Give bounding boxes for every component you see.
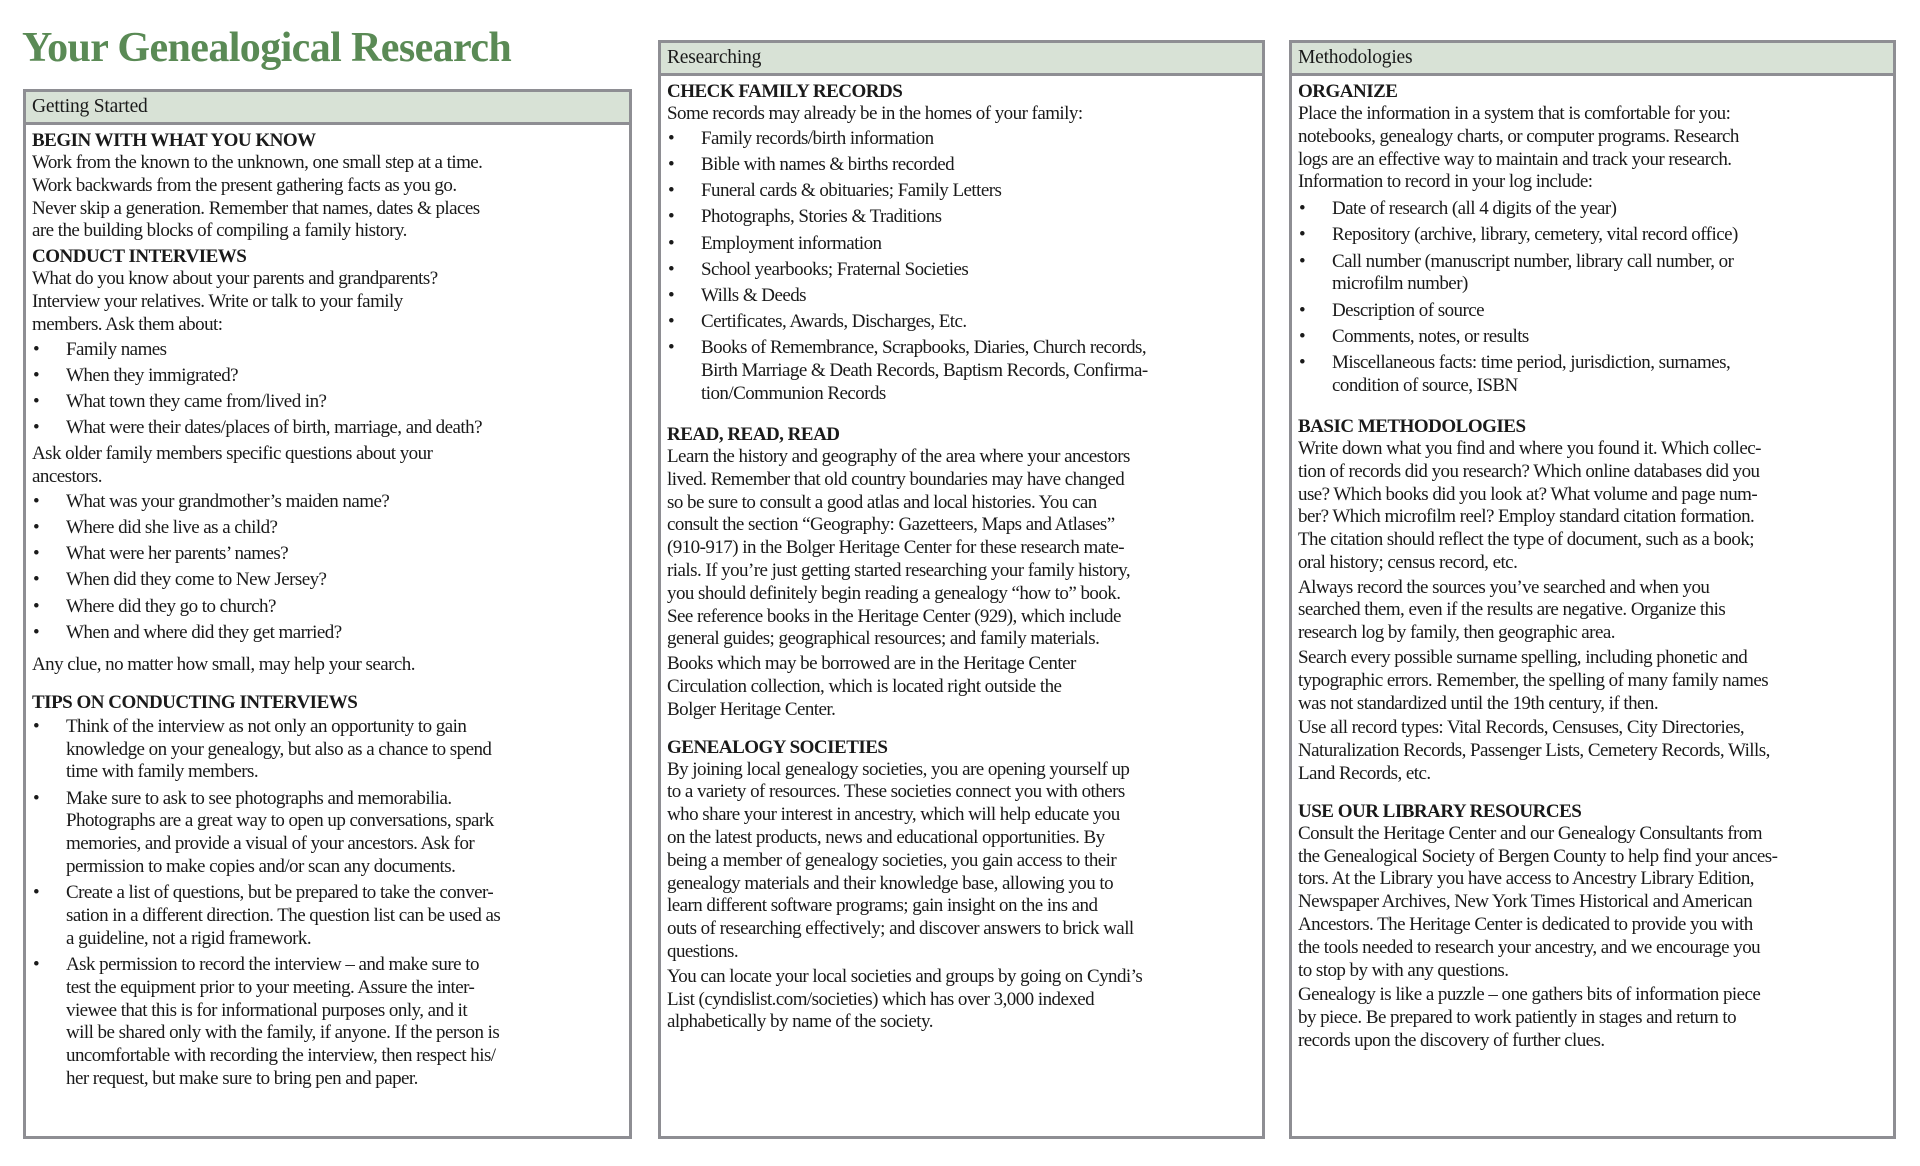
- text-line: Never skip a generation. Remember that names, dates & places: [32, 197, 480, 219]
- text-line: was not standardized until the 19th century, if then.: [1298, 692, 1659, 714]
- text-line: by piece. Be prepared to work patiently in stages and return to: [1298, 1007, 1737, 1029]
- text-line: Ask permission to record the interview – and make sure to: [66, 953, 479, 975]
- list-item: [1298, 251, 1887, 297]
- text-line: general guides; geographical resources; and family materials.: [667, 628, 1100, 650]
- text-line: questions.: [667, 941, 739, 963]
- text-line: being a member of genealogy societies, you gain access to their: [667, 849, 1117, 871]
- text-line: Place the information in a system that is comfortable for you:: [1298, 103, 1731, 124]
- section-heading: ORGANIZE: [1298, 81, 1398, 102]
- list-item: [1298, 352, 1887, 398]
- text-line: The citation should reflect the type of document, such as a book;: [1298, 529, 1754, 551]
- text-line: Bolger Heritage Center.: [667, 698, 836, 720]
- list-item: [32, 391, 623, 414]
- text-line: What were their dates/places of birth, marriage, and death?: [66, 417, 482, 439]
- paragraph: [1298, 577, 1887, 645]
- text-line: Newspaper Archives, New York Times Historical and American: [1298, 891, 1753, 913]
- list-item: [32, 622, 623, 645]
- list-item: [32, 788, 623, 879]
- bullet-list: [1298, 198, 1887, 397]
- text-line: Make sure to ask to see photographs and memorabilia.: [66, 787, 452, 809]
- text-line: Create a list of questions, but be prepared to take the conver-: [66, 882, 494, 904]
- list-item: [32, 365, 623, 388]
- bullet-icon: •: [33, 543, 40, 565]
- text-line: will be shared only with the family, if anyone. If the person is: [66, 1022, 500, 1044]
- text-line: When and where did they get married?: [66, 621, 342, 643]
- text-line: Search every possible surname spelling, including phonetic and: [1298, 647, 1748, 669]
- section-heading: USE OUR LIBRARY RESOURCES: [1298, 800, 1582, 822]
- list-item: [667, 128, 1256, 151]
- text-line: notebooks, genealogy charts, or computer programs. Research: [1298, 125, 1739, 147]
- text-line: typographic errors. Remember, the spelling of many family names: [1298, 669, 1769, 691]
- section-heading: TIPS ON CONDUCTING INTERVIEWS: [32, 691, 358, 713]
- text-line: Photographs, Stories & Traditions: [701, 206, 942, 228]
- text-line: outs of researching effectively; and discover answers to brick wall: [667, 918, 1134, 940]
- text-line: When they immigrated?: [66, 364, 239, 386]
- text-line: Work backwards from the present gathering facts as you go.: [32, 174, 457, 196]
- text-line: Consult the Heritage Center and our Genealogy Consultants from: [1298, 822, 1763, 844]
- bullet-list: [667, 128, 1256, 406]
- bullet-icon: •: [33, 882, 40, 904]
- text-line: the tools needed to research your ancestry, and we encourage you: [1298, 936, 1761, 958]
- text-line: searched them, even if the results are negative. Organize this: [1298, 599, 1726, 621]
- text-line: oral history; census record, etc.: [1298, 551, 1518, 573]
- text-line: condition of source, ISBN: [1332, 374, 1518, 396]
- list-item: [667, 285, 1256, 308]
- list-item: [32, 569, 623, 592]
- panel-getting-started: [23, 89, 632, 1139]
- bullet-icon: •: [33, 390, 40, 412]
- list-item: [1298, 224, 1887, 247]
- text-line: Books of Remembrance, Scrapbooks, Diaries, Church records,: [701, 337, 1147, 359]
- text-line: sation in a different direction. The question list can be used as: [66, 905, 501, 926]
- panel-body: [26, 125, 629, 1091]
- paragraph-group: [1298, 438, 1887, 786]
- text-line: Information to record in your log include:: [1298, 171, 1593, 193]
- text-line: Bible with names & births recorded: [701, 153, 955, 175]
- paragraph: [1298, 438, 1887, 575]
- text-line: Call number (manuscript number, library call number, or: [1332, 250, 1734, 272]
- text-line: learn different software programs; gain insight on the ins and: [667, 895, 1098, 917]
- bullet-icon: •: [668, 337, 675, 359]
- text-line: Miscellaneous facts: time period, jurisdiction, surnames,: [1332, 351, 1731, 373]
- bullet-icon: •: [668, 311, 675, 333]
- list-item: [667, 311, 1256, 334]
- list-item: [32, 491, 623, 514]
- bullet-icon: •: [33, 595, 40, 617]
- list-item: [1298, 326, 1887, 349]
- list-item: [32, 882, 623, 950]
- text-line: What town they came from/lived in?: [66, 390, 327, 412]
- text-line: consult the section “Geography: Gazetteers, Maps and Atlases”: [667, 514, 1115, 536]
- panel-body: [661, 76, 1262, 1034]
- text-line: test the equipment prior to your meeting. Assure the inter-: [66, 976, 475, 998]
- bullet-icon: •: [33, 621, 40, 643]
- text-line: permission to make copies and/or scan any documents.: [66, 856, 456, 878]
- bullet-icon: •: [1299, 224, 1306, 246]
- text-line: who share your interest in ancestry, which will help educate you: [667, 804, 1120, 826]
- list-item: [667, 233, 1256, 256]
- text-line: viewee that this is for informational purposes only, and it: [66, 999, 468, 1021]
- bullet-icon: •: [33, 490, 40, 512]
- bullet-icon: •: [33, 715, 40, 737]
- section-heading: READ, READ, READ: [667, 424, 840, 446]
- text-line: rials. If you’re just getting started researching your family history,: [667, 560, 1131, 582]
- bullet-icon: •: [33, 338, 40, 360]
- text-line: Books which may be borrowed are in the Heritage Center: [667, 653, 1076, 675]
- section-heading: BASIC METHODOLOGIES: [1298, 415, 1526, 437]
- closing-note: Any clue, no matter how small, may help your search.: [32, 654, 415, 676]
- text-line: use? Which books did you look at? What volume and page num-: [1298, 483, 1758, 505]
- text-line: Family names: [66, 338, 167, 360]
- panel-header: Getting Started: [26, 92, 629, 125]
- text-line: genealogy materials and their knowledge base, allowing you to: [667, 872, 1114, 894]
- text-line: Date of research (all 4 digits of the year): [1332, 198, 1617, 220]
- text-line: the Genealogical Society of Bergen County to help find your ances-: [1298, 845, 1778, 867]
- list-item: [32, 954, 623, 1091]
- text-line: Comments, notes, or results: [1332, 325, 1529, 347]
- bullet-icon: •: [33, 417, 40, 439]
- text-line: Birth Marriage & Death Records, Baptism Records, Confirma-: [701, 360, 1148, 382]
- bullet-icon: •: [1299, 250, 1306, 272]
- text-line: time with family members.: [66, 761, 259, 783]
- text-line: uncomfortable with recording the interview, then respect his/: [66, 1045, 496, 1067]
- text-line: Interview your relatives. Write or talk to your family: [32, 290, 403, 312]
- text-line: School yearbooks; Fraternal Societies: [701, 258, 969, 280]
- text-line: Ancestors. The Heritage Center is dedicated to provide you with: [1298, 914, 1753, 936]
- list-item: [667, 206, 1256, 229]
- text-line: members. Ask them about:: [32, 313, 223, 335]
- text-line: Description of source: [1332, 299, 1485, 321]
- text-line: Circulation collection, which is located right outside the: [667, 676, 1062, 698]
- text-line: to a variety of resources. These societies connect you with others: [667, 781, 1125, 803]
- bullet-icon: •: [668, 284, 675, 306]
- bullet-list: [32, 491, 623, 645]
- bullet-icon: •: [1299, 198, 1306, 220]
- text-line: Use all record types: Vital Records, Censuses, City Directories,: [1298, 717, 1745, 739]
- text-line: List (cyndislist.com/societies) which has over 3,000 indexed: [667, 988, 1095, 1010]
- bullet-icon: •: [33, 364, 40, 386]
- bullet-icon: •: [668, 258, 675, 280]
- text-line: records upon the discovery of further clues.: [1298, 1030, 1605, 1052]
- text-line: Work from the known to the unknown, one small step at a time.: [32, 152, 483, 173]
- page-title: Your Genealogical Research: [22, 25, 512, 71]
- bullet-icon: •: [1299, 325, 1306, 347]
- list-item: [667, 154, 1256, 177]
- text-line: on the latest products, news and educational opportunities. By: [667, 827, 1105, 849]
- section-heading: BEGIN WITH WHAT YOU KNOW: [32, 130, 316, 151]
- text-line: What was your grandmother’s maiden name?: [66, 490, 390, 512]
- text-line: microfilm number): [1332, 273, 1468, 295]
- text-line: logs are an effective way to maintain and track your research.: [1298, 148, 1732, 170]
- paragraph: [1298, 647, 1887, 715]
- text-line: you should definitely begin reading a genealogy “how to” book.: [667, 582, 1121, 604]
- panel-body: [1292, 76, 1893, 1053]
- section-heading: CHECK FAMILY RECORDS: [667, 81, 903, 102]
- list-item: [667, 337, 1256, 405]
- paragraph: [32, 268, 623, 336]
- text-line: Where did they go to church?: [66, 595, 276, 617]
- text-line: tors. At the Library you have access to Ancestry Library Edition,: [1298, 868, 1755, 890]
- text-line: so be sure to consult a good atlas and local histories. You can: [667, 491, 1097, 513]
- list-item: [32, 517, 623, 540]
- text-line: Ask older family members specific questions about your: [32, 443, 433, 465]
- bullet-icon: •: [668, 232, 675, 254]
- text-line: What do you know about your parents and grandparents?: [32, 268, 438, 290]
- paragraph: [32, 443, 623, 489]
- bullet-icon: •: [668, 206, 675, 228]
- list-item: [32, 417, 623, 440]
- panel-researching: [658, 40, 1265, 1139]
- text-line: Wills & Deeds: [701, 284, 807, 306]
- text-line: Think of the interview as not only an opportunity to gain: [66, 715, 467, 737]
- text-line: alphabetically by name of the society.: [667, 1011, 933, 1033]
- text-line: Family records/birth information: [701, 127, 934, 149]
- paragraph: [667, 966, 1256, 1034]
- text-line: tion of records did you research? Which online databases did you: [1298, 460, 1760, 482]
- text-line: are the building blocks of compiling a family history.: [32, 220, 407, 242]
- text-line: Always record the sources you’ve searched and when you: [1298, 576, 1710, 598]
- text-line: What were her parents’ names?: [66, 543, 289, 565]
- list-item: [32, 339, 623, 362]
- text-line: Employment information: [701, 232, 882, 254]
- bullet-icon: •: [668, 180, 675, 202]
- text-line: Repository (archive, library, cemetery, vital record office): [1332, 224, 1738, 246]
- list-item: [667, 259, 1256, 282]
- bullet-icon: •: [33, 569, 40, 591]
- list-item: [1298, 300, 1887, 323]
- list-item: [667, 180, 1256, 203]
- text-line: Certificates, Awards, Discharges, Etc.: [701, 311, 967, 333]
- list-item: [32, 596, 623, 619]
- text-line: Funeral cards & obituaries; Family Letters: [701, 180, 1002, 202]
- text-line: When did they come to New Jersey?: [66, 569, 327, 591]
- bullet-icon: •: [33, 953, 40, 975]
- paragraph: [1298, 103, 1887, 194]
- text-line: (910-917) in the Bolger Heritage Center for these research mate-: [667, 537, 1125, 559]
- text-line: to stop by with any questions.: [1298, 959, 1509, 981]
- list-item: [32, 543, 623, 566]
- text-line: memories, and provide a visual of your ancestors. Ask for: [66, 833, 475, 855]
- bullet-icon: •: [33, 517, 40, 539]
- text-line: research log by family, then geographic area.: [1298, 622, 1615, 644]
- panel-header: Methodologies: [1292, 43, 1893, 76]
- panel-methodologies: [1289, 40, 1896, 1139]
- text-line: ancestors.: [32, 466, 102, 488]
- paragraph: [667, 446, 1256, 651]
- text-line: her request, but make sure to bring pen and paper.: [66, 1067, 418, 1089]
- bullet-icon: •: [668, 127, 675, 149]
- section-heading: GENEALOGY SOCIETIES: [667, 736, 888, 758]
- text-line: Genealogy is like a puzzle – one gathers bits of information piece: [1298, 984, 1761, 1006]
- paragraph: [667, 653, 1256, 721]
- bullet-list: [32, 339, 623, 440]
- text-line: Land Records, etc.: [1298, 763, 1431, 785]
- text-line: You can locate your local societies and groups by going on Cyndi’s: [667, 965, 1143, 987]
- paragraph: Some records may already be in the homes of your family:: [667, 103, 1083, 124]
- text-line: See reference books in the Heritage Center (929), which include: [667, 605, 1121, 627]
- paragraph: [32, 152, 623, 243]
- bullet-icon: •: [1299, 351, 1306, 373]
- text-line: Learn the history and geography of the area where your ancestors: [667, 446, 1130, 468]
- bullet-icon: •: [668, 153, 675, 175]
- bullet-list: [32, 716, 623, 1091]
- text-line: Where did she live as a child?: [66, 517, 278, 539]
- text-line: Photographs are a great way to open up conversations, spark: [66, 810, 494, 832]
- text-line: lived. Remember that old country boundaries may have changed: [667, 468, 1125, 490]
- text-line: ber? Which microfilm reel? Employ standard citation formation.: [1298, 506, 1755, 528]
- text-line: tion/Communion Records: [701, 382, 886, 404]
- list-item: [1298, 198, 1887, 221]
- text-line: By joining local genealogy societies, you are opening yourself up: [667, 758, 1130, 780]
- panel-header: Researching: [661, 43, 1262, 76]
- list-item: [32, 716, 623, 784]
- bullet-icon: •: [33, 787, 40, 809]
- text-line: knowledge on your genealogy, but also as a chance to spend: [66, 738, 492, 760]
- paragraph-group: [1298, 823, 1887, 1053]
- paragraph: [1298, 984, 1887, 1052]
- text-line: a guideline, not a rigid framework.: [66, 927, 312, 949]
- text-line: Write down what you find and where you found it. Which collec-: [1298, 437, 1761, 459]
- section-heading: CONDUCT INTERVIEWS: [32, 246, 247, 268]
- text-line: Naturalization Records, Passenger Lists, Cemetery Records, Wills,: [1298, 740, 1770, 762]
- paragraph: [1298, 717, 1887, 785]
- bullet-icon: •: [1299, 299, 1306, 321]
- paragraph: [667, 759, 1256, 964]
- paragraph: [1298, 823, 1887, 983]
